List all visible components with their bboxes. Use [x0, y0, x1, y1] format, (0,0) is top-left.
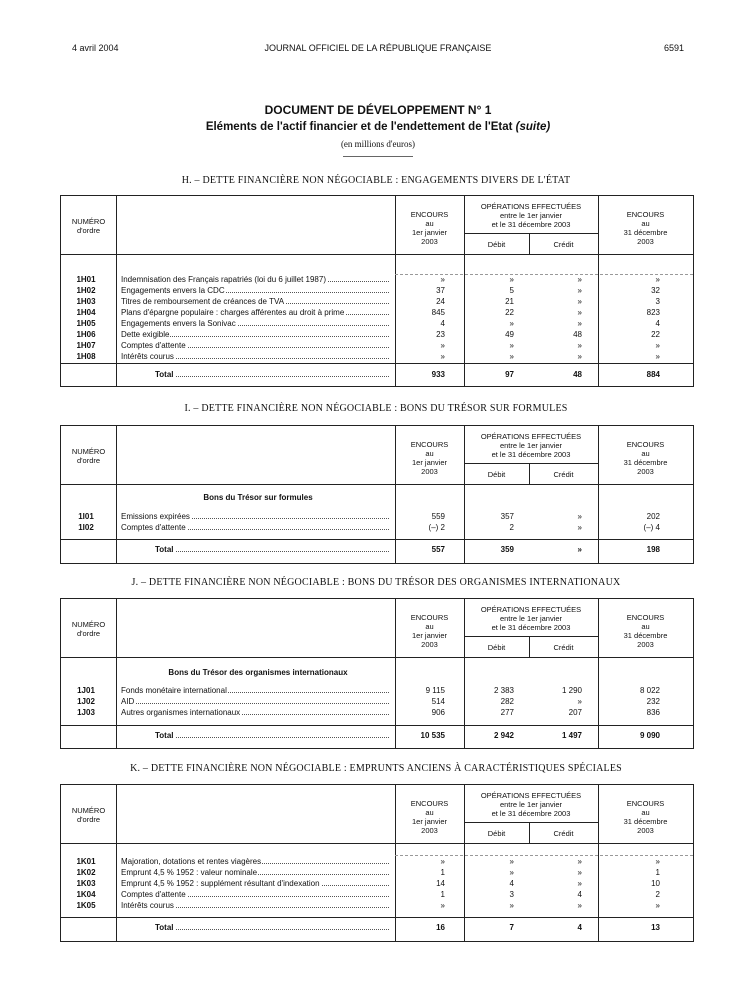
header-encours-start: ENCOURS au 1er janvier 2003: [410, 440, 449, 476]
row-label: Engagements envers la CDC: [121, 285, 393, 296]
row-code: 1K01: [76, 857, 96, 866]
row-encours-end: 22: [651, 330, 660, 339]
row-encours-start: »: [440, 341, 445, 350]
row-label: Comptes d'attente: [121, 889, 393, 900]
row-debit: 5: [509, 286, 514, 295]
total-row: [61, 922, 693, 933]
table-row: [61, 867, 693, 878]
row-credit: »: [577, 352, 582, 361]
subheader-line: [464, 822, 598, 823]
header-encours-end: ENCOURS au 31 décembre 2003: [623, 440, 668, 476]
row-encours-end: 8 022: [639, 686, 660, 695]
row-code: 1K02: [76, 868, 96, 877]
row-encours-end: »: [655, 341, 660, 350]
row-encours-end: 3: [655, 297, 660, 306]
row-credit: »: [577, 308, 582, 317]
row-label: Intérêts courus: [121, 900, 393, 911]
row-encours-end: »: [655, 352, 660, 361]
row-code: 1H07: [76, 341, 96, 350]
row-credit: »: [577, 523, 582, 532]
total-encours-start: 557: [431, 545, 445, 554]
row-debit: »: [509, 901, 514, 910]
table-row: [61, 696, 693, 707]
row-label: Emprunt 4,5 % 1952 : supplément résultant d'indexation: [121, 878, 393, 889]
total-label: Total: [155, 369, 393, 380]
total-debit: 97: [505, 370, 514, 379]
row-encours-start: »: [440, 352, 445, 361]
row-encours-start: 4: [440, 319, 445, 328]
total-debit: 2 942: [493, 731, 514, 740]
subheader-line: [464, 636, 598, 637]
row-encours-start: »: [440, 901, 445, 910]
total-encours-end: 13: [651, 923, 660, 932]
row-code: 1H02: [76, 286, 96, 295]
row-debit: »: [509, 352, 514, 361]
header-encours-end: ENCOURS au 31 décembre 2003: [623, 210, 668, 246]
row-credit: »: [577, 697, 582, 706]
row-encours-end: 232: [646, 697, 660, 706]
row-code: 1H03: [76, 297, 96, 306]
col-divider: [116, 426, 117, 563]
row-debit: »: [509, 319, 514, 328]
row-credit: »: [577, 341, 582, 350]
total-label: Total: [155, 544, 393, 555]
table-section-j: [60, 598, 694, 749]
total-line: [61, 917, 693, 918]
row-credit: 207: [568, 708, 582, 717]
table-row: [61, 285, 693, 296]
document-subtitle-text: Eléments de l'actif financier et de l'endettement de l'Etat: [205, 121, 513, 133]
row-debit: 357: [500, 512, 514, 521]
row-credit: »: [577, 319, 582, 328]
table-section-h: [60, 195, 694, 387]
total-debit: 359: [500, 545, 514, 554]
total-line: [61, 539, 693, 540]
row-encours-start: 559: [431, 512, 445, 521]
header-bottom-line: [61, 657, 693, 658]
row-encours-end: 32: [651, 286, 660, 295]
page-header: [72, 43, 684, 57]
header-journal-title: JOURNAL OFFICIEL DE LA RÉPUBLIQUE FRANÇAISE: [264, 43, 492, 53]
header-credit: Crédit: [553, 470, 574, 479]
row-code: 1H08: [76, 352, 96, 361]
subheader-line: [464, 233, 598, 234]
row-credit: »: [577, 879, 582, 888]
row-label: Titres de remboursement de créances de TVA: [121, 296, 393, 307]
header-debit: Débit: [487, 829, 506, 838]
row-encours-start: »: [440, 857, 445, 866]
total-encours-start: 10 535: [420, 731, 445, 740]
total-credit: »: [577, 545, 582, 554]
row-encours-start: 24: [436, 297, 445, 306]
header-credit: Crédit: [553, 643, 574, 652]
section-k-title: K. – DETTE FINANCIÈRE NON NÉGOCIABLE : EMPRUNTS ANCIENS À CARACTÉRISTIQUES SPÉCIALES: [130, 763, 622, 774]
table-row: [61, 707, 693, 718]
header-encours-end: ENCOURS au 31 décembre 2003: [623, 799, 668, 835]
table-row: [61, 900, 693, 911]
row-label: Majoration, dotations et rentes viagères: [121, 856, 393, 867]
sub-heading: Bons du Trésor des organismes internationaux: [168, 668, 348, 677]
header-encours-start: ENCOURS au 1er janvier 2003: [410, 613, 449, 649]
total-line: [61, 725, 693, 726]
header-numero: NUMÉRO d'ordre: [71, 447, 106, 465]
header-operations: OPÉRATIONS EFFECTUÉES entre le 1er janvier et le 31 décembre 2003: [480, 605, 582, 632]
total-encours-end: 884: [646, 370, 660, 379]
total-encours-start: 933: [431, 370, 445, 379]
row-credit: »: [577, 275, 582, 284]
row-credit: »: [577, 857, 582, 866]
row-encours-end: 836: [646, 708, 660, 717]
row-debit: »: [509, 868, 514, 877]
row-encours-end: »: [655, 857, 660, 866]
row-encours-start: 906: [431, 708, 445, 717]
section-i-title: I. – DETTE FINANCIÈRE NON NÉGOCIABLE : BONS DU TRÉSOR SUR FORMULES: [184, 403, 568, 414]
row-encours-end: 10: [651, 879, 660, 888]
header-operations: OPÉRATIONS EFFECTUÉES entre le 1er janvier et le 31 décembre 2003: [480, 791, 582, 818]
row-encours-start: 14: [436, 879, 445, 888]
row-debit: »: [509, 341, 514, 350]
table-row: [61, 522, 693, 533]
header-page-number: 6591: [663, 43, 684, 53]
row-encours-start: »: [440, 275, 445, 284]
row-code: 1K05: [76, 901, 96, 910]
row-encours-start: 9 115: [425, 686, 445, 695]
table-row: [61, 307, 693, 318]
table-row: [61, 329, 693, 340]
row-debit: 21: [505, 297, 514, 306]
row-encours-end: 4: [655, 319, 660, 328]
row-encours-end: 2: [655, 890, 660, 899]
sub-heading: Bons du Trésor sur formules: [203, 493, 313, 502]
table-row: [61, 889, 693, 900]
table-row: [61, 274, 693, 285]
document-title: DOCUMENT DE DÉVELOPPEMENT N° 1: [264, 103, 492, 117]
header-credit: Crédit: [553, 240, 574, 249]
header-operations: OPÉRATIONS EFFECTUÉES entre le 1er janvier et le 31 décembre 2003: [480, 432, 582, 459]
header-bottom-line: [61, 843, 693, 844]
row-credit: 1 290: [561, 686, 582, 695]
subheader-line: [464, 463, 598, 464]
header-operations: OPÉRATIONS EFFECTUÉES entre le 1er janvier et le 31 décembre 2003: [480, 202, 582, 229]
row-label: Fonds monétaire international: [121, 685, 393, 696]
table-section-i: [60, 425, 694, 564]
header-numero: NUMÉRO d'ordre: [71, 620, 106, 638]
total-encours-end: 9 090: [639, 731, 660, 740]
row-encours-end: (–) 4: [643, 523, 660, 532]
row-credit: »: [577, 512, 582, 521]
row-encours-start: 514: [431, 697, 445, 706]
header-debit: Débit: [487, 240, 506, 249]
row-encours-start: 23: [436, 330, 445, 339]
total-row: [61, 730, 693, 741]
row-label: Comptes d'attente: [121, 522, 393, 533]
row-code: 1K03: [76, 879, 96, 888]
table-row: [61, 856, 693, 867]
header-debit: Débit: [487, 643, 506, 652]
total-label: Total: [155, 730, 393, 741]
row-encours-end: 823: [646, 308, 660, 317]
total-row: [61, 544, 693, 555]
total-credit: 4: [577, 923, 582, 932]
table-row: [61, 340, 693, 351]
header-bottom-line: [61, 254, 693, 255]
row-label: Intérêts courus: [121, 351, 393, 362]
header-credit: Crédit: [553, 829, 574, 838]
total-credit: 48: [573, 370, 582, 379]
title-rule: [343, 156, 413, 157]
row-encours-start: (–) 2: [428, 523, 445, 532]
row-code: 1K04: [76, 890, 96, 899]
row-label: AID: [121, 696, 393, 707]
table-row: [61, 318, 693, 329]
row-credit: »: [577, 286, 582, 295]
row-credit: 48: [573, 330, 582, 339]
row-debit: 282: [500, 697, 514, 706]
row-debit: 3: [509, 890, 514, 899]
row-debit: 2: [509, 523, 514, 532]
section-h-title: H. – DETTE FINANCIÈRE NON NÉGOCIABLE : ENGAGEMENTS DIVERS DE L'ÉTAT: [181, 175, 571, 186]
row-label: Plans d'épargne populaire : charges afférentes au droit à prime: [121, 307, 393, 318]
header-numero: NUMÉRO d'ordre: [71, 806, 106, 824]
row-debit: »: [509, 275, 514, 284]
row-label: Engagements envers la Sonivac: [121, 318, 393, 329]
row-code: 1H04: [76, 308, 96, 317]
row-code: 1J03: [77, 708, 95, 717]
row-label: Emissions expirées: [121, 511, 393, 522]
row-code: 1J02: [77, 697, 95, 706]
row-encours-start: 845: [431, 308, 445, 317]
row-debit: 2 383: [493, 686, 514, 695]
document-subtitle: [72, 120, 684, 135]
total-debit: 7: [509, 923, 514, 932]
row-credit: 4: [577, 890, 582, 899]
row-label: Autres organismes internationaux: [121, 707, 393, 718]
section-j-title: J. – DETTE FINANCIÈRE NON NÉGOCIABLE : BONS DU TRÉSOR DES ORGANISMES INTERNATIONAUX: [131, 577, 621, 588]
row-encours-end: 1: [655, 868, 660, 877]
row-credit: »: [577, 901, 582, 910]
table-row: [61, 351, 693, 362]
table-row: [61, 511, 693, 522]
row-debit: 22: [505, 308, 514, 317]
header-bottom-line: [61, 484, 693, 485]
row-debit: 49: [505, 330, 514, 339]
row-code: 1H06: [76, 330, 96, 339]
total-encours-start: 16: [436, 923, 445, 932]
row-label: Dette exigible: [121, 329, 393, 340]
row-encours-start: 1: [440, 890, 445, 899]
row-debit: 277: [500, 708, 514, 717]
table-row: [61, 878, 693, 889]
row-encours-end: »: [655, 901, 660, 910]
header-date: 4 avril 2004: [72, 43, 119, 53]
row-credit: »: [577, 297, 582, 306]
table-section-k: [60, 784, 694, 942]
row-code: 1J01: [77, 686, 95, 695]
row-encours-end: 202: [646, 512, 660, 521]
header-numero: NUMÉRO d'ordre: [71, 217, 106, 235]
row-label: Indemnisation des Français rapatriés (loi du 6 juillet 1987): [121, 274, 393, 285]
document-subtitle-suffix: (suite): [515, 121, 551, 133]
row-encours-start: 1: [440, 868, 445, 877]
row-credit: »: [577, 868, 582, 877]
row-debit: 4: [509, 879, 514, 888]
row-code: 1H05: [76, 319, 96, 328]
header-encours-start: ENCOURS au 1er janvier 2003: [410, 799, 449, 835]
row-code: 1I02: [78, 523, 94, 532]
row-code: 1H01: [76, 275, 96, 284]
row-label: Emprunt 4,5 % 1952 : valeur nominale: [121, 867, 393, 878]
row-code: 1I01: [78, 512, 94, 521]
header-encours-start: ENCOURS au 1er janvier 2003: [410, 210, 449, 246]
row-label: Comptes d'attente: [121, 340, 393, 351]
total-label: Total: [155, 922, 393, 933]
header-debit: Débit: [487, 470, 506, 479]
header-encours-end: ENCOURS au 31 décembre 2003: [623, 613, 668, 649]
row-encours-start: 37: [436, 286, 445, 295]
table-row: [61, 296, 693, 307]
row-debit: »: [509, 857, 514, 866]
table-row: [61, 685, 693, 696]
total-credit: 1 497: [561, 731, 582, 740]
total-encours-end: 198: [646, 545, 660, 554]
row-encours-end: »: [655, 275, 660, 284]
total-line: [61, 363, 693, 364]
total-row: [61, 369, 693, 380]
document-unit: (en millions d'euros): [340, 139, 416, 149]
